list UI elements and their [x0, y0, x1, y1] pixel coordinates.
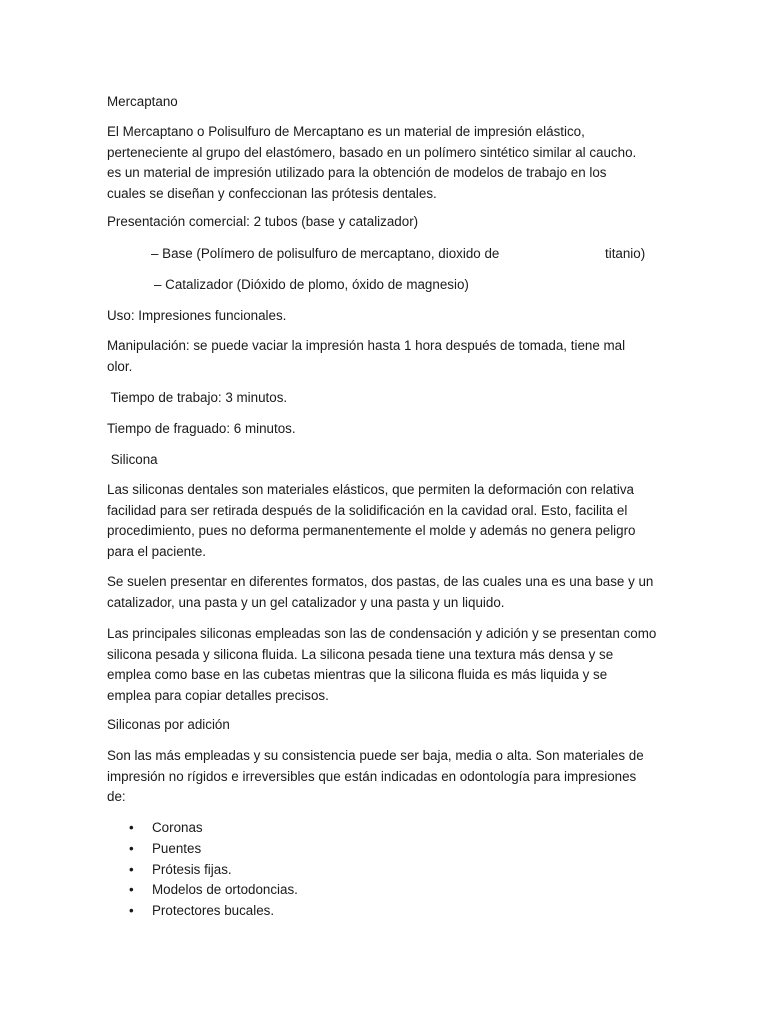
- silicona-paragraph-1: [107, 480, 663, 562]
- list-item: [0, 880, 768, 901]
- list-item-label: Coronas: [152, 820, 203, 835]
- paragraph-line: procedimiento, pues no deforma permanentemente el molde y además no genera peligro: [107, 523, 636, 538]
- paragraph-line: perteneciente al grupo del elastómero, basado en un polímero sintético similar al caucho.: [107, 144, 637, 160]
- list-item-label: Modelos de ortodoncias.: [152, 882, 298, 898]
- section-title-mercaptano: Mercaptano: [107, 94, 178, 109]
- section-title-siliconas-por-adicion: Siliconas por adición: [107, 717, 230, 732]
- bullet-icon: •: [129, 820, 134, 835]
- paragraph-line: impresión no rígidos e irreversibles que están indicadas en odontología para impresiones: [107, 768, 637, 784]
- paragraph-line: facilidad para ser retirada después de la solidificación en la cavidad oral. Esto, facilita el: [107, 502, 628, 518]
- list-item: [0, 860, 768, 881]
- paragraph-line: emplea para copiar detalles precisos.: [107, 687, 329, 703]
- bullet-icon: •: [129, 882, 134, 898]
- presentacion-comercial: Presentación comercial: 2 tubos (base y catalizador): [107, 214, 419, 229]
- list-item: [0, 818, 768, 839]
- paragraph-line: silicona pesada y silicona fluida. La silicona pesada tiene una textura más densa y se: [107, 646, 614, 662]
- paragraph-line: de:: [107, 789, 126, 804]
- tiempo-trabajo: Tiempo de trabajo: 3 minutos.: [107, 390, 288, 405]
- list-item: [0, 901, 768, 922]
- paragraph-line: es un material de impresión utilizado para la obtención de modelos de trabajo en los: [107, 165, 607, 180]
- catalizador-item: – Catalizador (Dióxido de plomo, óxido de magnesio): [154, 277, 469, 292]
- paragraph-line: El Mercaptano o Polisulfuro de Mercaptano es un material de impresión elástico,: [107, 124, 585, 139]
- tiempo-fraguado: Tiempo de fraguado: 6 minutos.: [107, 421, 296, 436]
- list-item-label: Puentes: [152, 840, 202, 856]
- list-item: [0, 839, 768, 860]
- paragraph-line: catalizador, una pasta y un gel catalizador y una pasta y un liquido.: [107, 594, 505, 610]
- manipulacion-paragraph: [107, 336, 663, 377]
- base-item: – Base (Polímero de polisulfuro de mercaptano, dioxido de: [151, 246, 500, 261]
- indications-bullet-list: [0, 818, 768, 922]
- paragraph-line: olor.: [107, 358, 133, 374]
- adicion-paragraph: [107, 746, 663, 808]
- paragraph-line: Las siliconas dentales son materiales elásticos, que permiten la deformación con relativa: [107, 482, 634, 497]
- list-item-label: Prótesis fijas.: [152, 861, 232, 877]
- paragraph-line: para el paciente.: [107, 543, 207, 559]
- bullet-icon: •: [129, 840, 134, 856]
- base-item-tail: titanio): [605, 246, 646, 261]
- list-item-label: Protectores bucales.: [152, 903, 275, 919]
- paragraph-line: Son las más empleadas y su consistencia puede ser baja, media o alta. Son materiales de: [107, 748, 644, 763]
- bullet-icon: •: [129, 903, 134, 919]
- paragraph-line: cuales se diseñan y confeccionan las prótesis dentales.: [107, 185, 437, 201]
- paragraph-line: emplea como base en las cubetas mientras que la silicona fluida es más liquida y se: [107, 667, 608, 682]
- silicona-paragraph-2: [107, 572, 663, 613]
- bullet-icon: •: [129, 861, 134, 877]
- silicona-paragraph-3: [107, 624, 663, 706]
- mercaptano-intro-paragraph: [107, 122, 663, 204]
- paragraph-line: Las principales siliconas empleadas son las de condensación y adición y se presentan como: [107, 626, 657, 641]
- paragraph-line: Se suelen presentar en diferentes formatos, dos pastas, de las cuales una es una base y un: [107, 574, 654, 589]
- paragraph-line: Manipulación: se puede vaciar la impresión hasta 1 hora después de tomada, tiene mal: [107, 338, 626, 353]
- section-title-silicona: Silicona: [107, 452, 158, 467]
- uso-line: Uso: Impresiones funcionales.: [107, 308, 287, 323]
